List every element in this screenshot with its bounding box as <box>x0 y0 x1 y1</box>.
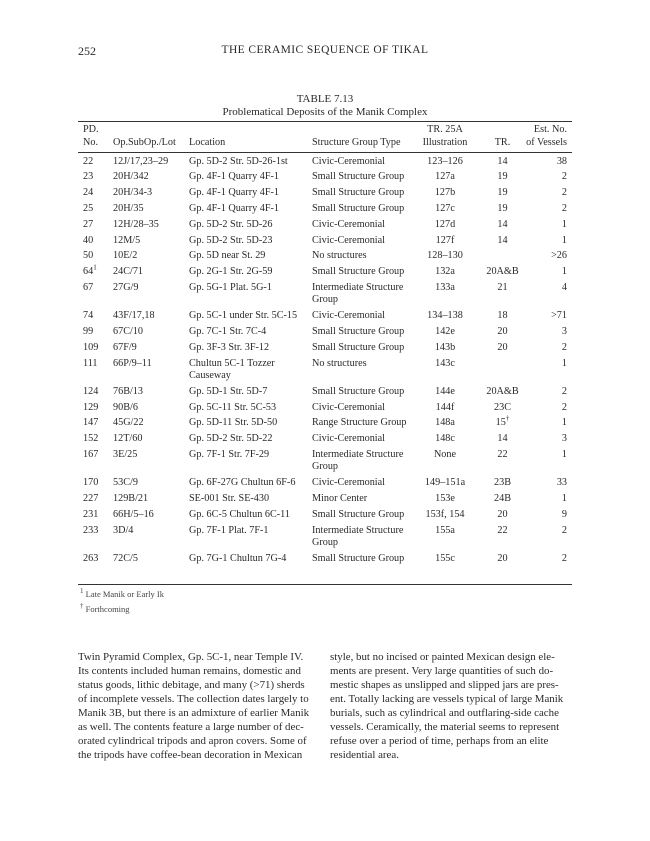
cell-illustration: 127c <box>435 202 455 214</box>
pd-footnote-mark: 1 <box>93 263 97 272</box>
cell-location: Gp. 5C-1 under Str. 5C-15 <box>189 310 298 322</box>
cell-illustration: 153f, 154 <box>425 508 465 520</box>
body-left-line: Manik 3B, but there is an admixture of earlier Manik <box>78 707 310 719</box>
running-head <box>78 44 572 60</box>
cell-illustration: 155c <box>435 552 455 564</box>
cell-est-vessels: 2 <box>561 552 567 564</box>
cell-tr <box>480 414 525 430</box>
footnote-2 <box>80 604 130 614</box>
body-right-line: style, but no incised or painted Mexican design ele- <box>330 651 555 663</box>
cell-structure-type: Small Structure Group <box>312 325 405 337</box>
cell-tr <box>480 326 525 339</box>
body-left-line: as well. The contents feature a large number of dec- <box>78 721 304 733</box>
tr-value: 20A&B <box>486 385 519 397</box>
cell-op-lot: 53C/9 <box>113 477 138 489</box>
cell-tr <box>480 493 525 506</box>
cell-structure-type: Group <box>312 461 339 473</box>
pd-number: 24 <box>83 187 94 199</box>
header-tr: TR. <box>494 137 511 148</box>
cell-location: Gp. 5D-2 Str. 5D-26 <box>189 218 273 230</box>
pd-number: 25 <box>83 202 94 214</box>
cell-est-vessels: 2 <box>561 171 567 183</box>
cell-tr <box>480 266 525 279</box>
cell-pd-no <box>83 203 93 216</box>
cell-op-lot: 90B/6 <box>113 401 138 413</box>
cell-est-vessels: 1 <box>561 492 567 504</box>
cell-tr <box>480 525 525 538</box>
tr-value: 20 <box>497 341 508 353</box>
table-bottom-rule <box>78 584 572 585</box>
cell-tr <box>480 449 525 462</box>
cell-structure-type: Group <box>312 294 339 306</box>
cell-illustration: 132a <box>435 266 455 278</box>
cell-tr <box>480 282 525 295</box>
cell-tr <box>480 235 525 248</box>
cell-tr <box>480 219 525 232</box>
pd-number: 147 <box>83 417 99 429</box>
running-title: THE CERAMIC SEQUENCE OF TIKAL <box>221 44 429 56</box>
tr-value: 15 <box>495 417 506 429</box>
cell-structure-type: Civic-Ceremonial <box>312 433 385 445</box>
pd-number: 40 <box>83 234 94 246</box>
cell-structure-type: Civic-Ceremonial <box>312 477 385 489</box>
pd-number: 23 <box>83 171 94 183</box>
cell-est-vessels: 1 <box>561 234 567 246</box>
cell-op-lot: 67F/9 <box>113 341 137 353</box>
cell-illustration: 143c <box>435 357 455 369</box>
cell-est-vessels: 2 <box>561 385 567 397</box>
cell-pd-no <box>83 326 93 339</box>
cell-pd-no <box>83 358 98 371</box>
tr-value: 19 <box>497 202 508 214</box>
cell-pd-no <box>83 235 93 248</box>
cell-illustration: 148c <box>435 433 455 445</box>
body-left-line: Twin Pyramid Complex, Gp. 5C-1, near Temple IV. <box>78 651 304 663</box>
header-est-line1: Est. No. <box>533 124 567 135</box>
pd-number: 167 <box>83 448 99 460</box>
pd-number: 64 <box>83 266 94 278</box>
cell-est-vessels: 3 <box>561 325 567 337</box>
header-ill-line2: Illustration <box>422 137 468 148</box>
cell-pd-no <box>83 433 98 446</box>
cell-tr <box>480 203 525 216</box>
cell-op-lot: 12M/5 <box>113 234 141 246</box>
cell-pd-no <box>83 282 93 295</box>
cell-est-vessels: 1 <box>561 266 567 278</box>
cell-structure-type: Small Structure Group <box>312 171 405 183</box>
cell-pd-no <box>83 310 93 323</box>
pd-number: 124 <box>83 385 99 397</box>
pd-number: 67 <box>83 281 94 293</box>
cell-pd-no <box>83 417 98 430</box>
cell-illustration: 128–130 <box>427 250 463 262</box>
cell-illustration: 127b <box>434 187 456 199</box>
cell-pd-no <box>83 156 93 169</box>
cell-illustration: 133a <box>435 281 455 293</box>
cell-op-lot: 24C/71 <box>113 266 144 278</box>
tr-value: 19 <box>497 171 508 183</box>
header-pd-line1: PD. <box>83 124 99 135</box>
cell-structure-type: Civic-Ceremonial <box>312 218 385 230</box>
cell-est-vessels: 2 <box>561 187 567 199</box>
tr-value: 19 <box>497 187 508 199</box>
cell-illustration: 134–138 <box>427 310 463 322</box>
cell-tr <box>480 342 525 355</box>
cell-op-lot: 12J/17,23–29 <box>113 155 169 167</box>
cell-location: Gp. 2G-1 Str. 2G-59 <box>189 266 273 278</box>
cell-illustration: 127a <box>435 171 455 183</box>
cell-location: Gp. 6C-5 Chultun 6C-11 <box>189 508 290 520</box>
body-right-line: residential area. <box>330 749 399 761</box>
tr-value: 18 <box>497 310 508 322</box>
pd-number: 233 <box>83 524 99 536</box>
cell-illustration: 153e <box>435 492 455 504</box>
cell-structure-type: Civic-Ceremonial <box>312 155 385 167</box>
cell-tr <box>480 477 525 490</box>
cell-op-lot: 129B/21 <box>113 492 149 504</box>
cell-structure-type: Minor Center <box>312 492 368 504</box>
cell-op-lot: 45G/22 <box>113 417 144 429</box>
cell-structure-type: Civic-Ceremonial <box>312 401 385 413</box>
header-ill-line1: TR. 25A <box>427 124 463 135</box>
cell-location: Gp. 4F-1 Quarry 4F-1 <box>189 202 279 214</box>
tr-value: 20A&B <box>486 266 519 278</box>
cell-op-lot: 12T/60 <box>113 433 143 445</box>
body-left-line: orated cylindrical tripods and apron covers. Some of <box>78 735 307 747</box>
cell-tr <box>480 171 525 184</box>
cell-structure-type: Intermediate Structure <box>312 281 404 293</box>
cell-pd-no <box>83 386 98 399</box>
cell-est-vessels: 38 <box>556 155 567 167</box>
cell-pd-no <box>83 342 98 355</box>
cell-location: Gp. 5C-11 Str. 5C-53 <box>189 401 277 413</box>
cell-location: Gp. 5D-2 Str. 5D-23 <box>189 234 273 246</box>
cell-op-lot: 12H/28–35 <box>113 218 159 230</box>
cell-pd-no <box>83 187 93 200</box>
cell-illustration: 142e <box>435 325 455 337</box>
body-left-line: the tripods have coffee-bean decoration in Mexican <box>78 749 303 761</box>
cell-est-vessels: 1 <box>561 357 567 369</box>
cell-illustration: 127d <box>434 218 456 230</box>
pd-number: 152 <box>83 433 99 445</box>
tr-value: 24B <box>494 492 511 504</box>
cell-pd-no <box>83 525 98 538</box>
cell-op-lot: 10E/2 <box>113 250 138 262</box>
header-pd-line2: No. <box>83 137 98 148</box>
cell-location: Gp. 3F-3 Str. 3F-12 <box>189 341 270 353</box>
cell-structure-type: Range Structure Group <box>312 417 407 429</box>
tr-value: 22 <box>497 448 508 460</box>
cell-structure-type: Small Structure Group <box>312 187 405 199</box>
pd-number: 231 <box>83 508 99 520</box>
cell-illustration: 144e <box>435 385 455 397</box>
pd-number: 50 <box>83 250 94 262</box>
tr-value: 20 <box>497 325 508 337</box>
footnote-1-text: Late Manik or Early Ik <box>85 589 164 599</box>
cell-tr <box>480 402 525 415</box>
tr-value: 22 <box>497 524 508 536</box>
cell-illustration: 127f <box>435 234 455 246</box>
cell-structure-type: Small Structure Group <box>312 341 405 353</box>
cell-illustration: 144f <box>435 401 455 413</box>
pd-number: 74 <box>83 310 94 322</box>
cell-pd-no <box>83 171 93 184</box>
cell-structure-type: Group <box>312 536 339 548</box>
cell-structure-type: No structures <box>312 357 367 369</box>
footnote-2-mark: † <box>80 602 84 611</box>
tr-footnote-mark: † <box>505 414 510 423</box>
cell-op-lot: 27G/9 <box>113 281 139 293</box>
cell-structure-type: Small Structure Group <box>312 508 405 520</box>
cell-location: Gp. 5D near St. 29 <box>189 250 266 262</box>
cell-pd-no <box>83 250 93 263</box>
cell-est-vessels: 1 <box>561 218 567 230</box>
cell-tr <box>480 386 525 399</box>
cell-location: Gp. 4F-1 Quarry 4F-1 <box>189 171 279 183</box>
cell-est-vessels: 2 <box>561 341 567 353</box>
cell-op-lot: 20H/35 <box>113 202 144 214</box>
tr-value: 14 <box>497 433 508 445</box>
cell-structure-type: Civic-Ceremonial <box>312 310 385 322</box>
body-right-line: mestic shapes as unslipped and slipped jars are pres- <box>330 679 559 691</box>
cell-location: Gp. 5D-11 Str. 5D-50 <box>189 417 278 429</box>
cell-location: Gp. 4F-1 Quarry 4F-1 <box>189 187 279 199</box>
cell-location: Chultun 5C-1 Tozzer <box>189 357 275 369</box>
cell-illustration: 155a <box>435 524 455 536</box>
body-right-line: refuse over a period of time, perhaps from an elite <box>330 735 549 747</box>
footnote-1-mark: 1 <box>80 587 84 596</box>
cell-location: Gp. 5D-2 Str. 5D-22 <box>189 433 273 445</box>
cell-location: Gp. 5D-2 Str. 5D-26-1st <box>189 155 288 167</box>
body-right-line: ments are present. Very large quantities of such do- <box>330 665 554 677</box>
tr-value: 14 <box>497 234 508 246</box>
cell-est-vessels: 2 <box>561 401 567 413</box>
cell-pd-no <box>83 219 93 232</box>
cell-location: Causeway <box>189 369 231 381</box>
cell-structure-type: Small Structure Group <box>312 266 405 278</box>
cell-structure-type: Intermediate Structure <box>312 448 404 460</box>
cell-est-vessels: 3 <box>561 433 567 445</box>
cell-location: Gp. 7C-1 Str. 7C-4 <box>189 325 267 337</box>
cell-op-lot: 66H/5–16 <box>113 508 154 520</box>
cell-op-lot: 20H/34-3 <box>113 187 153 199</box>
cell-tr <box>480 187 525 200</box>
cell-pd-no <box>83 553 98 566</box>
cell-illustration: 143b <box>434 341 456 353</box>
cell-structure-type: Civic-Ceremonial <box>312 234 385 246</box>
cell-op-lot: 20H/342 <box>113 171 149 183</box>
cell-est-vessels: 33 <box>556 477 567 489</box>
cell-est-vessels: 4 <box>561 281 567 293</box>
tr-value: 14 <box>497 155 508 167</box>
cell-op-lot: 67C/10 <box>113 325 144 337</box>
table-header-rule <box>78 152 572 153</box>
header-op: Op.SubOp./Lot <box>113 137 176 148</box>
cell-location: Gp. 5G-1 Plat. 5G-1 <box>189 281 272 293</box>
footnote-2-text: Forthcoming <box>85 604 130 614</box>
header-location: Location <box>189 137 226 148</box>
pd-number: 111 <box>83 357 98 369</box>
body-text-right-column <box>330 650 572 762</box>
header-type: Structure Group Type <box>312 137 401 148</box>
cell-illustration: 148a <box>435 417 455 429</box>
pd-number: 99 <box>83 325 94 337</box>
cell-location: Gp. 7F-1 Str. 7F-29 <box>189 448 270 460</box>
cell-location: SE-001 Str. SE-430 <box>189 492 270 504</box>
cell-op-lot: 43F/17,18 <box>113 310 155 322</box>
cell-est-vessels: 1 <box>561 448 567 460</box>
pd-number: 22 <box>83 155 94 167</box>
cell-pd-no <box>83 493 98 506</box>
table-title: Problematical Deposits of the Manik Complex <box>222 106 428 118</box>
cell-pd-no <box>83 477 98 490</box>
cell-tr <box>480 509 525 522</box>
cell-location: Gp. 7F-1 Plat. 7F-1 <box>189 524 269 536</box>
tr-value: 20 <box>497 552 508 564</box>
body-text-left-column <box>78 650 320 762</box>
cell-structure-type: Small Structure Group <box>312 552 405 564</box>
tr-value: 20 <box>497 508 508 520</box>
pd-number: 227 <box>83 492 99 504</box>
body-left-line: of incomplete vessels. The collection dates largely to <box>78 693 309 705</box>
cell-op-lot: 3D/4 <box>113 524 134 536</box>
cell-structure-type: Intermediate Structure <box>312 524 404 536</box>
cell-pd-no <box>83 263 97 279</box>
footnote-1 <box>80 589 164 599</box>
cell-est-vessels: 9 <box>561 508 567 520</box>
cell-est-vessels: 2 <box>561 202 567 214</box>
pd-number: 27 <box>83 218 94 230</box>
page-number: 252 <box>78 44 96 58</box>
tr-value: 23B <box>494 477 511 489</box>
cell-tr <box>480 433 525 446</box>
cell-illustration: 123–126 <box>427 155 463 167</box>
cell-structure-type: Small Structure Group <box>312 202 405 214</box>
tr-value: 21 <box>497 281 508 293</box>
cell-tr <box>480 156 525 169</box>
body-left-line: status goods, lithic debitage, and many (>71) sherds <box>78 679 305 691</box>
cell-tr <box>480 553 525 566</box>
pd-number: 129 <box>83 401 99 413</box>
cell-est-vessels: 2 <box>561 524 567 536</box>
cell-est-vessels: 1 <box>561 417 567 429</box>
tr-value: 23C <box>494 401 511 413</box>
pd-number: 263 <box>83 552 99 564</box>
cell-illustration: None <box>433 448 457 460</box>
cell-location: Gp. 5D-1 Str. 5D-7 <box>189 385 268 397</box>
cell-structure-type: No structures <box>312 250 367 262</box>
cell-est-vessels: >71 <box>551 310 567 322</box>
body-left-line: Its contents included human remains, domestic and <box>78 665 301 677</box>
body-right-line: ent. Totally lacking are vessels typical of large Manik <box>330 693 564 705</box>
cell-op-lot: 76B/13 <box>113 385 144 397</box>
cell-est-vessels: >26 <box>551 250 567 262</box>
cell-op-lot: 72C/5 <box>113 552 138 564</box>
table-number: TABLE 7.13 <box>296 93 354 105</box>
cell-illustration: 149–151a <box>424 477 466 489</box>
tr-value: 14 <box>497 218 508 230</box>
cell-location: Gp. 6F-27G Chultun 6F-6 <box>189 477 296 489</box>
header-est-line2: of Vessels <box>526 137 567 148</box>
cell-op-lot: 3E/25 <box>113 448 138 460</box>
cell-pd-no <box>83 509 98 522</box>
table-top-rule <box>78 121 572 122</box>
cell-structure-type: Small Structure Group <box>312 385 405 397</box>
cell-pd-no <box>83 449 98 462</box>
body-right-line: burials, such as cylindrical and outflaring-side cache <box>330 707 559 719</box>
cell-tr <box>480 310 525 323</box>
cell-location: Gp. 7G-1 Chultun 7G-4 <box>189 552 287 564</box>
cell-op-lot: 66P/9–11 <box>113 357 152 369</box>
pd-number: 109 <box>83 341 99 353</box>
cell-pd-no <box>83 402 98 415</box>
pd-number: 170 <box>83 477 99 489</box>
body-right-line: vessels. Ceramically, the material seems to represent <box>330 721 560 733</box>
